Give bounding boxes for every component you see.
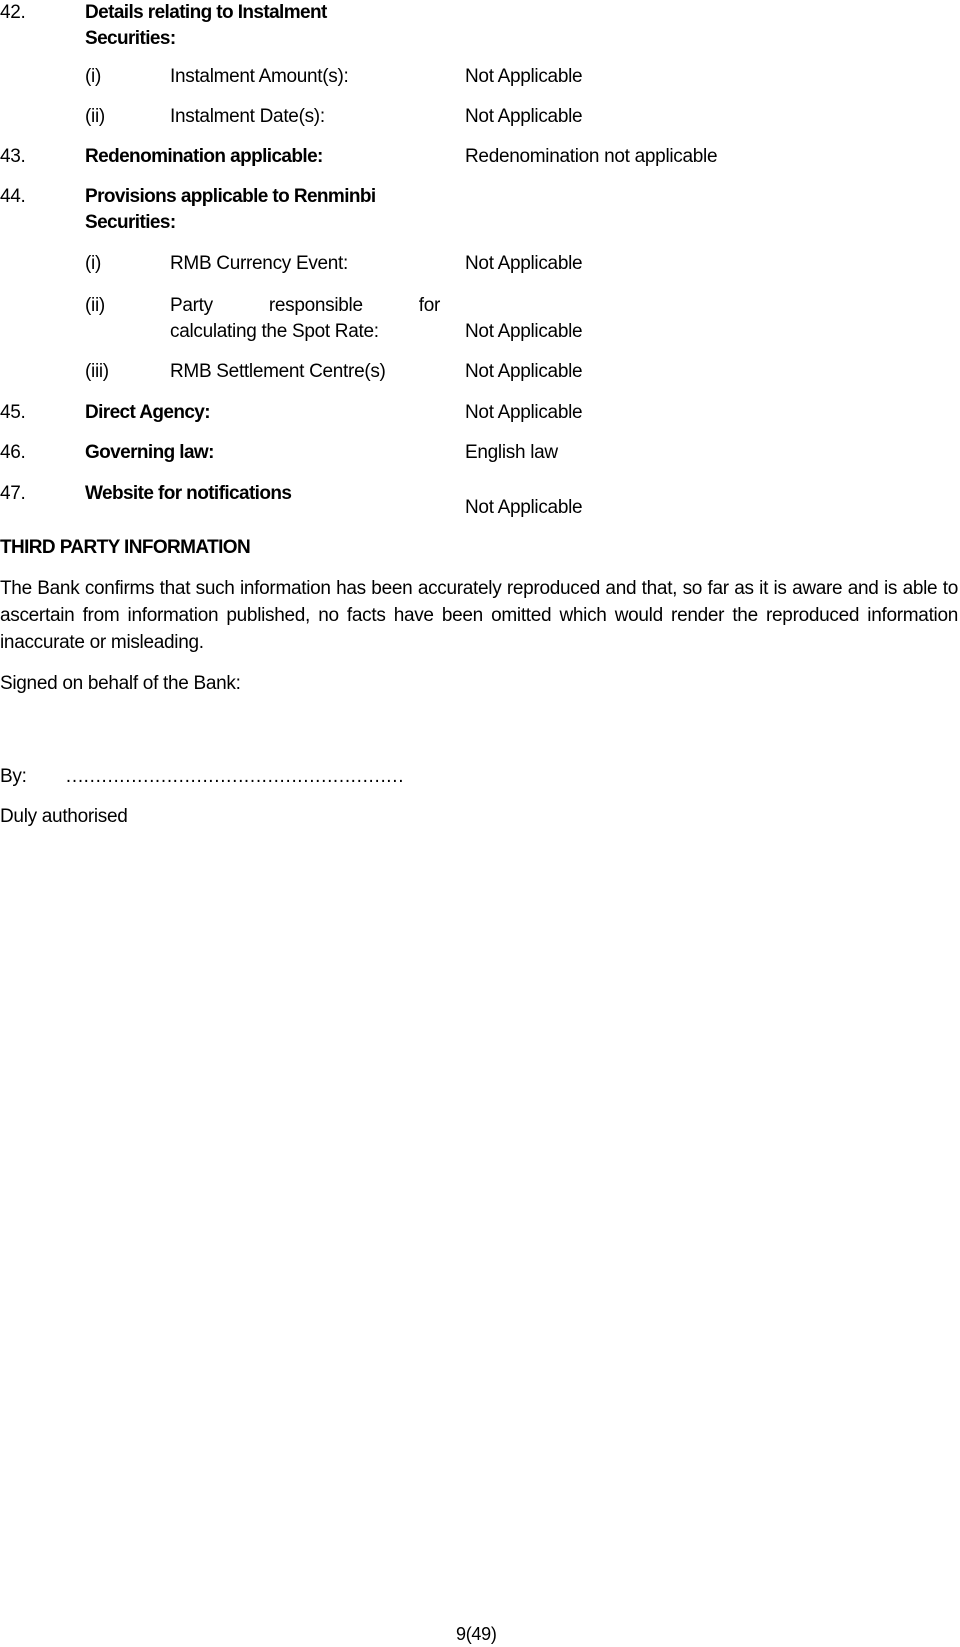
item-44-sub-field: RMB Settlement Centre(s) bbox=[170, 361, 386, 382]
item-43-number: 43. bbox=[0, 146, 26, 167]
item-42-sub-field: Instalment Amount(s): bbox=[170, 66, 349, 87]
item-44-sub-label: (i) bbox=[85, 253, 101, 274]
item-46-title: Governing law: bbox=[85, 442, 214, 463]
item-44-sub-field: RMB Currency Event: bbox=[170, 253, 349, 274]
item-45-number: 45. bbox=[0, 402, 26, 423]
item-44-sub-label: (iii) bbox=[85, 361, 109, 382]
item-44-sub-value: Not Applicable bbox=[465, 361, 583, 382]
duly-authorised: Duly authorised bbox=[0, 806, 128, 827]
item-42-number: 42. bbox=[0, 2, 26, 23]
item-44-sub-field-cont: calculating the Spot Rate: bbox=[170, 321, 379, 342]
third-party-heading: THIRD PARTY INFORMATION bbox=[0, 537, 251, 558]
item-43-value: Redenomination not applicable bbox=[465, 146, 718, 167]
item-44-sub-value: Not Applicable bbox=[465, 321, 583, 342]
item-47-value: Not Applicable bbox=[465, 497, 583, 518]
item-43-title: Redenomination applicable: bbox=[85, 146, 323, 167]
item-42-sub-value: Not Applicable bbox=[465, 106, 583, 127]
by-label: By: bbox=[0, 766, 27, 787]
item-42-sub-label: (ii) bbox=[85, 106, 105, 127]
page-number: 9(49) bbox=[456, 1624, 497, 1644]
item-42-sub-label: (i) bbox=[85, 66, 101, 87]
signed-on-behalf: Signed on behalf of the Bank: bbox=[0, 673, 241, 694]
third-party-body: The Bank confirms that such information has been accurately reproduced and that, so far as it is aware and is able to ascertain from information published, no facts have been omitted which would render the reproduced information inaccurate or misleading. bbox=[0, 578, 958, 653]
item-47-number: 47. bbox=[0, 483, 26, 504]
item-46-value: English law bbox=[465, 442, 558, 463]
item-46-number: 46. bbox=[0, 442, 26, 463]
item-44-title: Provisions applicable to Renminbi bbox=[85, 186, 376, 207]
signature-line: ………………………………………………… bbox=[65, 766, 404, 787]
item-42-sub-value: Not Applicable bbox=[465, 66, 583, 87]
item-44-sub-value: Not Applicable bbox=[465, 253, 583, 274]
item-42-sub-field: Instalment Date(s): bbox=[170, 106, 325, 127]
item-44-sub-field: Party responsible for bbox=[170, 295, 440, 316]
item-45-title: Direct Agency: bbox=[85, 402, 210, 423]
item-44-title-cont: Securities: bbox=[85, 212, 176, 233]
item-45-value: Not Applicable bbox=[465, 402, 583, 423]
item-42-title-cont: Securities: bbox=[85, 28, 176, 49]
item-44-sub-label: (ii) bbox=[85, 295, 105, 316]
item-47-title: Website for notifications bbox=[85, 483, 292, 504]
item-42-title: Details relating to Instalment bbox=[85, 2, 327, 23]
item-44-number: 44. bbox=[0, 186, 26, 207]
